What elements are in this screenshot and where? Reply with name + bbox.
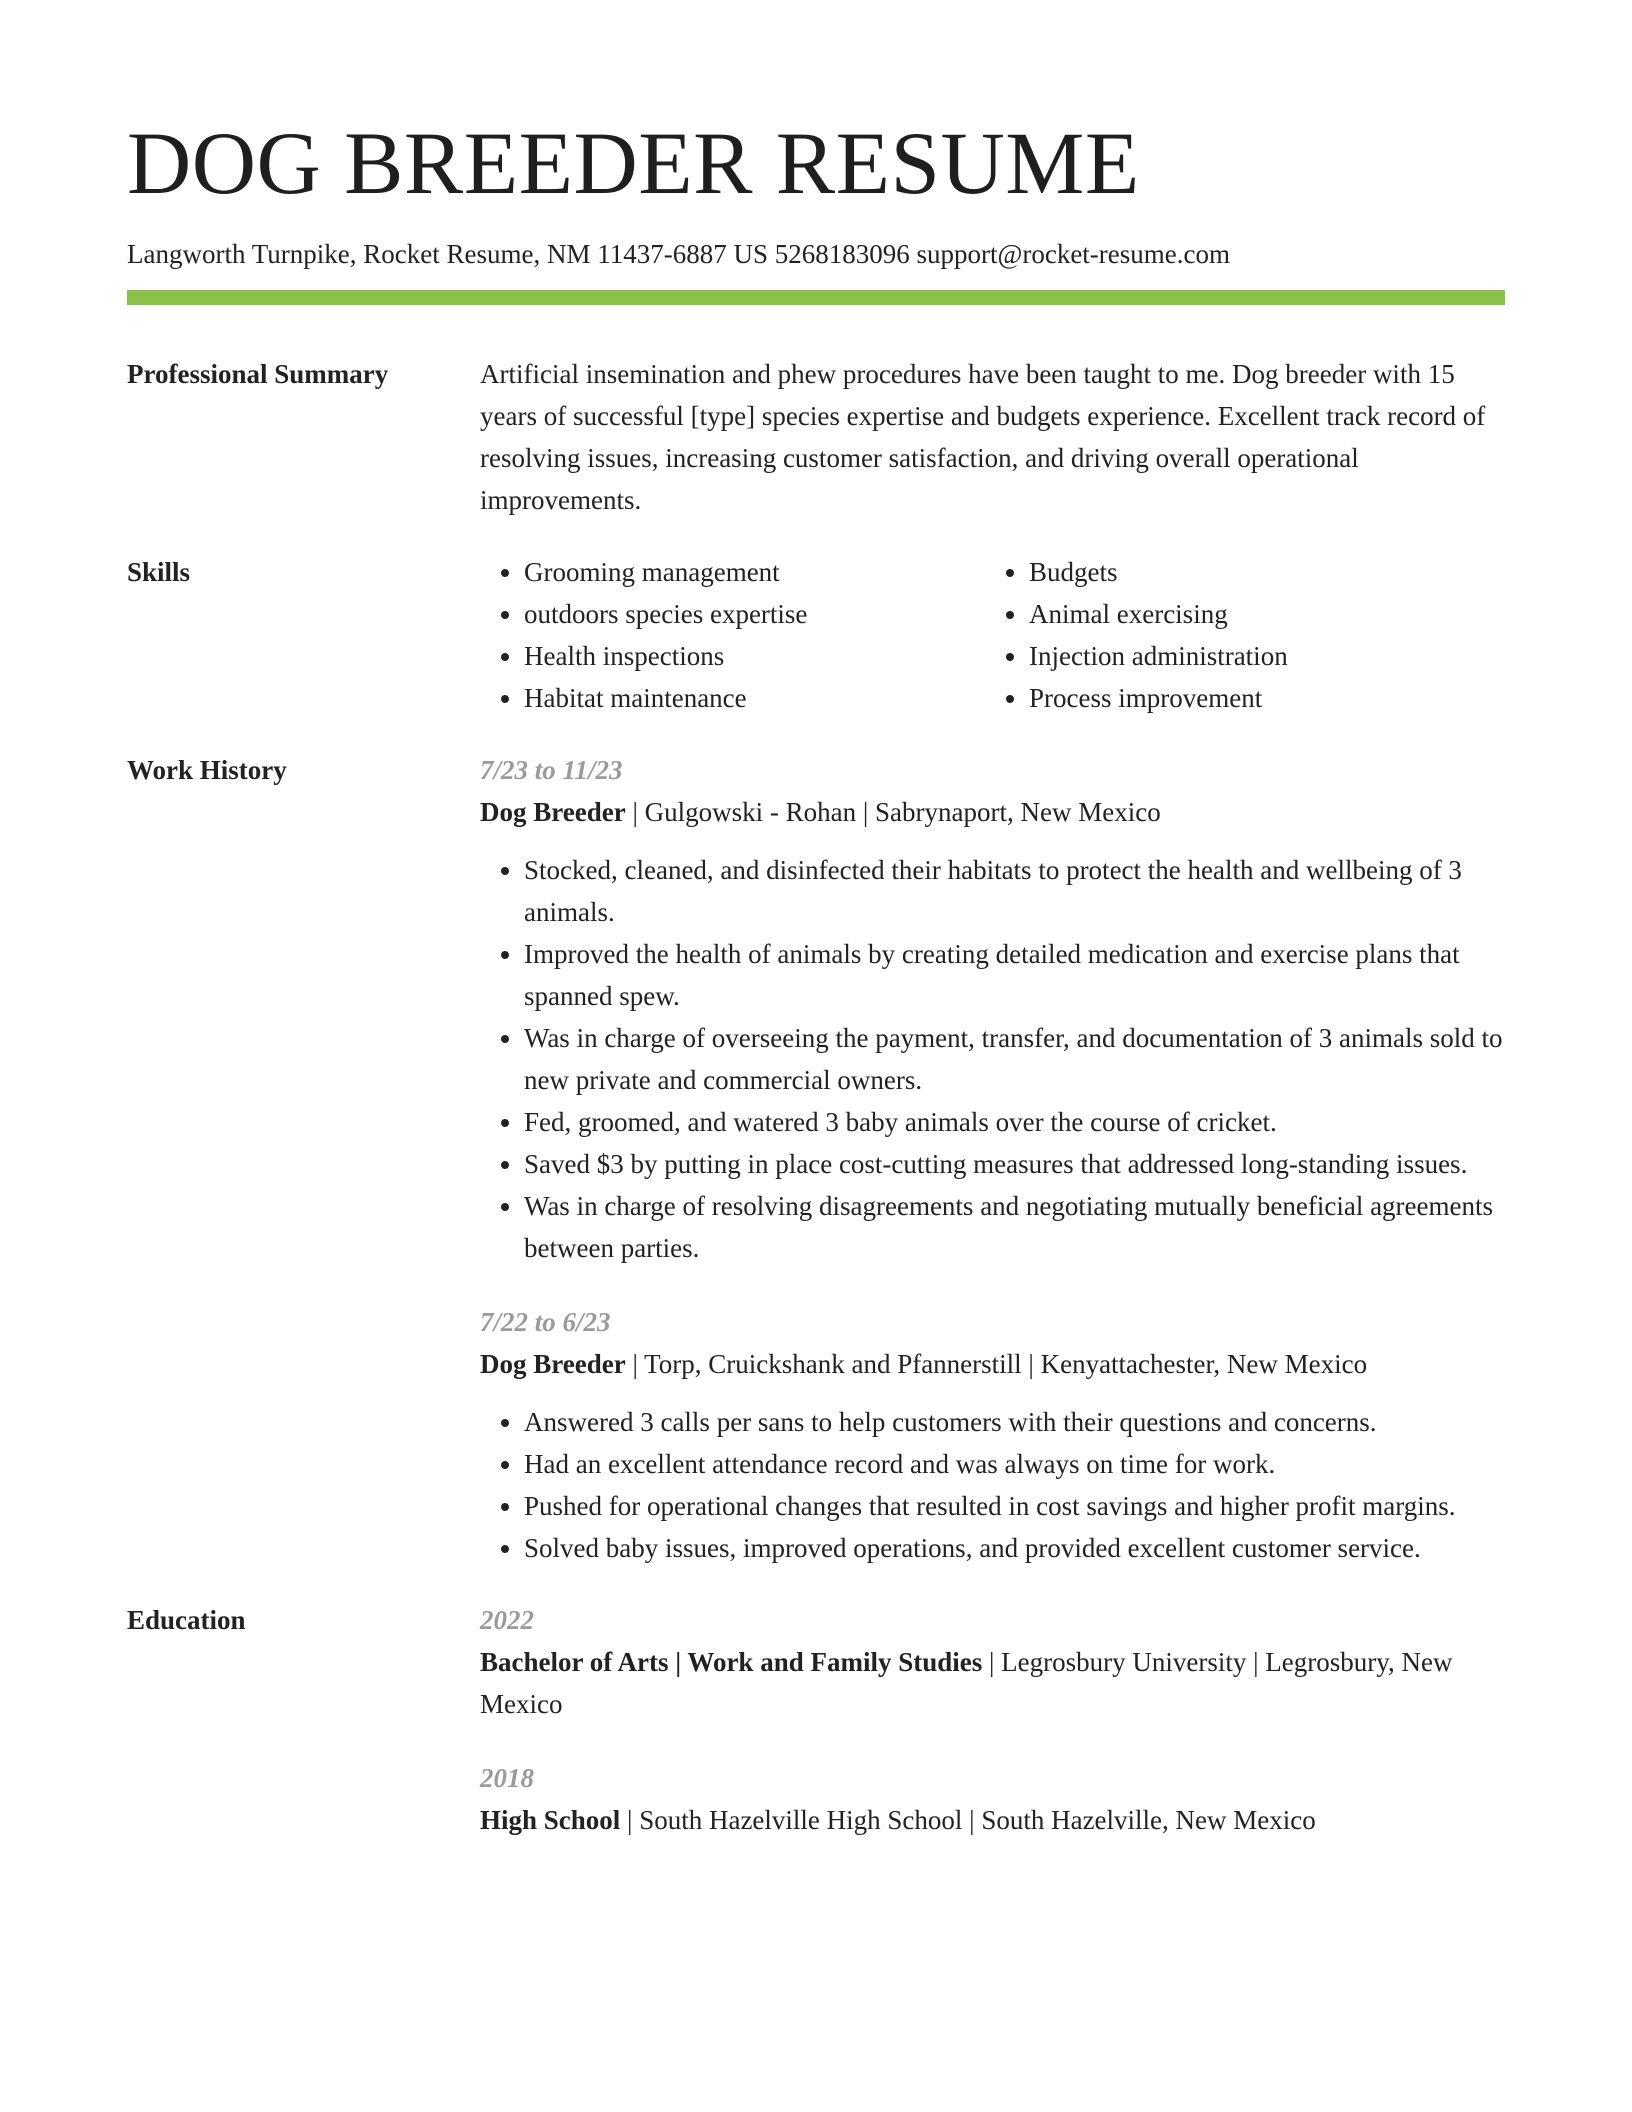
skill-item: • Health inspections (524, 635, 985, 677)
job-role-line (480, 1343, 1505, 1385)
education-details: | Legrosbury University | Legrosbury, New Mexico (480, 1646, 1453, 1719)
job-bullet: • Stocked, cleaned, and disinfected their habitats to protect the health and wellbeing of 3 animals. (524, 849, 1505, 933)
job-bullet: • Improved the health of animals by creating detailed medication and exercise plans that spanned spew. (524, 933, 1505, 1017)
skill-item: • Animal exercising (1029, 593, 1490, 635)
job-entry (480, 749, 1505, 1269)
education-year: 2018 (480, 1762, 534, 1793)
education-details: | South Hazelville High School | South Hazelville, New Mexico (620, 1804, 1316, 1835)
section-label-summary: Professional Summary (127, 358, 389, 389)
section-label-education: Education (127, 1604, 246, 1635)
education-degree: High School (480, 1804, 621, 1835)
skills-section (127, 521, 1505, 719)
section-label-skills: Skills (127, 556, 191, 587)
job-details: | Gulgowski - Rohan | Sabrynaport, New Mexico (625, 796, 1161, 827)
job-details: | Torp, Cruickshank and Pfannerstill | Kenyattachester, New Mexico (625, 1348, 1368, 1379)
skills-list-left (480, 551, 985, 719)
education-entry (480, 1757, 1505, 1841)
job-bullet: • Answered 3 calls per sans to help customers with their questions and concerns. (524, 1401, 1505, 1443)
work-body (480, 749, 1505, 1569)
job-bullet: • Fed, groomed, and watered 3 baby animals over the course of cricket. (524, 1101, 1505, 1143)
education-entry (480, 1599, 1505, 1725)
summary-text: Artificial insemination and phew procedures have been taught to me. Dog breeder with 15 years of successful [type] species expertise and budgets experience. Excellent track record of resolving issues, increasing customer satisfaction, and driving overall operational improvements. (480, 358, 1486, 515)
job-bullets (480, 1401, 1505, 1569)
job-bullet: • Pushed for operational changes that resulted in cost savings and higher profit margins. (524, 1485, 1505, 1527)
skills-body (480, 551, 1505, 719)
education-section (127, 1569, 1505, 1841)
skill-item: • Grooming management (524, 551, 985, 593)
skill-item: • Budgets (1029, 551, 1490, 593)
contact-line: Langworth Turnpike, Rocket Resume, NM 11437-6887 US 5268183096 support@rocket-resume.com (127, 238, 1230, 269)
education-body (480, 1599, 1505, 1841)
job-bullet: • Had an excellent attendance record and was always on time for work. (524, 1443, 1505, 1485)
job-bullet: • Was in charge of resolving disagreements and negotiating mutually beneficial agreements between parties. (524, 1185, 1505, 1269)
job-entry (480, 1301, 1505, 1569)
job-bullet: • Was in charge of overseeing the payment, transfer, and documentation of 3 animals sold to new private and commercial owners. (524, 1017, 1505, 1101)
skills-grid (480, 551, 1505, 719)
education-line (480, 1799, 1505, 1841)
summary-section (127, 305, 1505, 521)
skill-item: • Injection administration (1029, 635, 1490, 677)
education-line (480, 1641, 1505, 1725)
section-label-work: Work History (127, 754, 287, 785)
job-dates: 7/23 to 11/23 (480, 754, 623, 785)
skill-item: • Process improvement (1029, 677, 1490, 719)
education-degree: Bachelor of Arts | Work and Family Studies (480, 1646, 983, 1677)
job-bullets (480, 849, 1505, 1269)
job-title: Dog Breeder (480, 796, 626, 827)
education-year: 2022 (480, 1604, 534, 1635)
work-history-section (127, 719, 1505, 1569)
job-dates: 7/22 to 6/23 (480, 1306, 611, 1337)
accent-divider (127, 290, 1505, 305)
skills-list-right (985, 551, 1490, 719)
job-title: Dog Breeder (480, 1348, 626, 1379)
resume-title: DOG BREEDER RESUME (127, 115, 1140, 213)
skill-item: • outdoors species expertise (524, 593, 985, 635)
job-role-line (480, 791, 1505, 833)
skill-item: • Habitat maintenance (524, 677, 985, 719)
job-bullet: • Saved $3 by putting in place cost-cutting measures that addressed long-standing issues. (524, 1143, 1505, 1185)
job-bullet: • Solved baby issues, improved operations, and provided excellent customer service. (524, 1527, 1505, 1569)
